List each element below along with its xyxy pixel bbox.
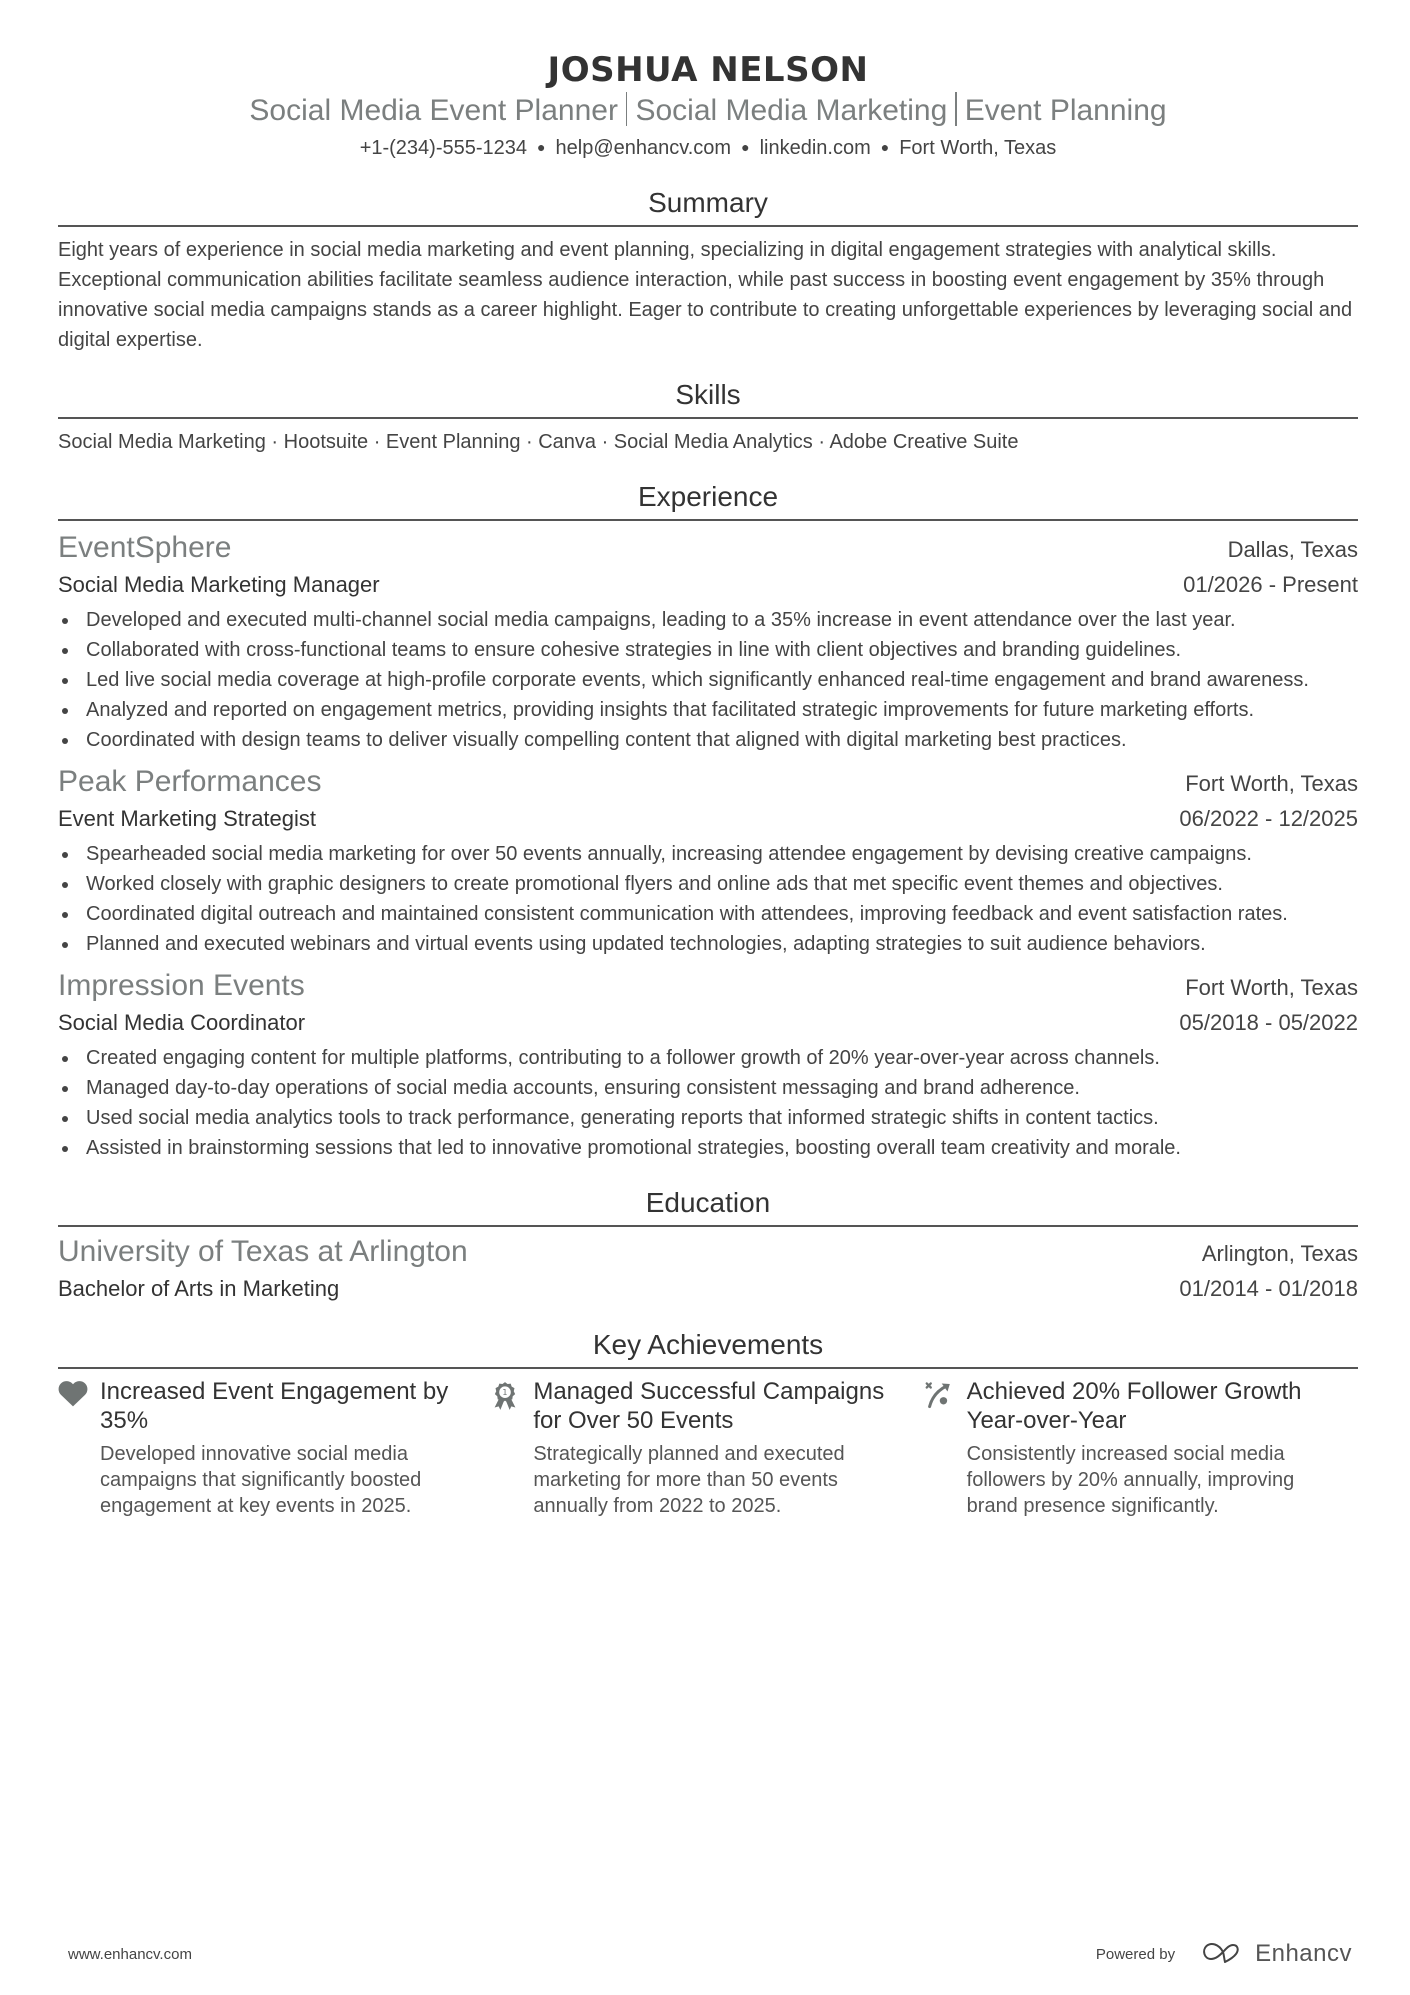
headline-divider [626, 92, 628, 126]
brand-name: Enhancv [1255, 1940, 1352, 1967]
section-title: Education [58, 1185, 1358, 1227]
experience-section [58, 479, 1358, 1163]
skills-section [58, 377, 1358, 457]
bullet-separator: ● [741, 139, 750, 155]
bullet-separator: ● [537, 139, 546, 155]
section-title: Summary [58, 185, 1358, 227]
resume-header [58, 48, 1358, 163]
email-link[interactable]: help@enhancv.com [555, 137, 732, 159]
summary-text: Eight years of experience in social media marketing and event planning, specializing in digital engagement strategies with analytical skills. Exceptional communication abilities facilitate seamless audience interaction, while past success in boosting event engagement by 35% through innovative social media campaigns stands as a career highlight. Eager to contribute to creating unforgettable experiences by leveraging social and digital expertise. [58, 239, 1353, 351]
bullet-item: Spearheaded social media marketing for over 50 events annually, increasing attendee engagement by devising creative campaigns. [58, 839, 1358, 869]
achievement-description: Consistently increased social media followers by 20% annually, improving brand presence significantly. [966, 1443, 1295, 1517]
job-title: Event Marketing Strategist [58, 806, 317, 831]
achievement-title: Managed Successful Campaigns for Over 50 Events [533, 1378, 885, 1434]
bullet-item: Collaborated with cross-functional teams to ensure cohesive strategies in line with client objectives and branding guidelines. [58, 635, 1358, 665]
location: Fort Worth, Texas [899, 137, 1057, 159]
job-location: Dallas, Texas [1227, 537, 1358, 562]
job-bullets [58, 839, 1358, 959]
phone: +1-(234)-555-1234 [359, 137, 528, 159]
bullet-item: Coordinated digital outreach and maintained consistent communication with attendees, improving feedback and event satisfaction rates. [58, 899, 1358, 929]
heart-icon [58, 1377, 100, 1519]
resume-page [58, 48, 1358, 1519]
strategy-arrow-icon [925, 1377, 967, 1519]
school-name: University of Texas at Arlington [58, 1235, 468, 1268]
job-title: Social Media Marketing Manager [58, 572, 380, 597]
job-dates: 01/2026 - Present [1183, 572, 1358, 597]
job-bullets [58, 1043, 1358, 1163]
bullet-item: Created engaging content for multiple platforms, contributing to a follower growth of 20% year-over-year across channels. [58, 1043, 1358, 1073]
headline-item: Social Media Event Planner [249, 94, 618, 127]
job-entry [58, 967, 1358, 1163]
powered-by-label: Powered by [1095, 1945, 1176, 1963]
headline-item: Event Planning [964, 94, 1167, 127]
achievement-item [58, 1377, 491, 1519]
bullet-item: Developed and executed multi-channel social media campaigns, leading to a 35% increase in event attendance over the last year. [58, 605, 1358, 635]
job-bullets [58, 605, 1358, 755]
bullet-item: Managed day-to-day operations of social media accounts, ensuring consistent messaging and brand adherence. [58, 1073, 1358, 1103]
summary-section [58, 185, 1358, 355]
job-location: Fort Worth, Texas [1185, 771, 1358, 796]
job-dates: 05/2018 - 05/2022 [1179, 1010, 1358, 1035]
achievement-item [491, 1377, 924, 1519]
achievement-item [925, 1377, 1358, 1519]
school-location: Arlington, Texas [1201, 1241, 1358, 1266]
achievement-title: Increased Event Engagement by 35% [100, 1378, 449, 1434]
bullet-item: Used social media analytics tools to track performance, generating reports that informed strategic shifts in content tactics. [58, 1103, 1358, 1133]
bullet-item: Coordinated with design teams to deliver visually compelling content that aligned with digital marketing best practices. [58, 725, 1358, 755]
bullet-separator: ● [880, 139, 890, 155]
page-footer [68, 1940, 1352, 1968]
company-name: Peak Performances [58, 765, 322, 798]
linkedin-link[interactable]: linkedin.com [759, 137, 871, 159]
education-entry [58, 1233, 1358, 1305]
job-location: Fort Worth, Texas [1185, 975, 1358, 1000]
job-entry [58, 763, 1358, 959]
bullet-item: Led live social media coverage at high-profile corporate events, which significantly enhanced real-time engagement and brand awareness. [58, 665, 1358, 695]
job-dates: 06/2022 - 12/2025 [1179, 806, 1358, 831]
section-title: Skills [58, 377, 1358, 419]
section-title: Experience [58, 479, 1358, 521]
bullet-item: Worked closely with graphic designers to create promotional flyers and online ads that met specific event themes and objectives. [58, 869, 1358, 899]
bullet-item: Planned and executed webinars and virtual events using updated technologies, adapting strategies to suit audience behaviors. [58, 929, 1358, 959]
headline-item: Social Media Marketing [635, 94, 948, 127]
headline-divider [955, 92, 957, 126]
skills-list: Social Media Marketing · Hootsuite · Event Planning · Canva · Social Media Analytics · Adobe Creative Suite [58, 431, 1019, 453]
job-title: Social Media Coordinator [58, 1010, 306, 1035]
achievement-description: Strategically planned and executed marketing for more than 50 events annually from 2022 to 2025. [533, 1443, 845, 1517]
job-entry [58, 529, 1358, 755]
company-name: Impression Events [58, 969, 305, 1002]
achievement-title: Achieved 20% Follower Growth Year-over-Year [966, 1378, 1302, 1434]
powered-by [1096, 1940, 1352, 1968]
enhancv-logo-icon [1201, 1940, 1247, 1968]
degree: Bachelor of Arts in Marketing [58, 1276, 340, 1301]
bullet-item: Analyzed and reported on engagement metrics, providing insights that facilitated strategic improvements for future marketing efforts. [58, 695, 1358, 725]
candidate-name: JOSHUA NELSON [547, 50, 869, 90]
education-dates: 01/2014 - 01/2018 [1179, 1276, 1358, 1301]
bullet-item: Assisted in brainstorming sessions that led to innovative promotional strategies, boosting overall team creativity and morale. [58, 1133, 1358, 1163]
achievements-section [58, 1327, 1358, 1519]
award-ribbon-icon [491, 1377, 533, 1519]
website-link[interactable]: www.enhancv.com [68, 1945, 192, 1963]
contact-line [58, 132, 1358, 163]
company-name: EventSphere [58, 531, 232, 564]
headline [58, 92, 1358, 130]
svg-text:1: 1 [502, 1388, 508, 1398]
education-section [58, 1185, 1358, 1305]
section-title: Key Achievements [58, 1327, 1358, 1369]
achievements-grid [58, 1377, 1358, 1519]
achievement-description: Developed innovative social media campaigns that significantly boosted engagement at key events in 2025. [100, 1443, 422, 1517]
